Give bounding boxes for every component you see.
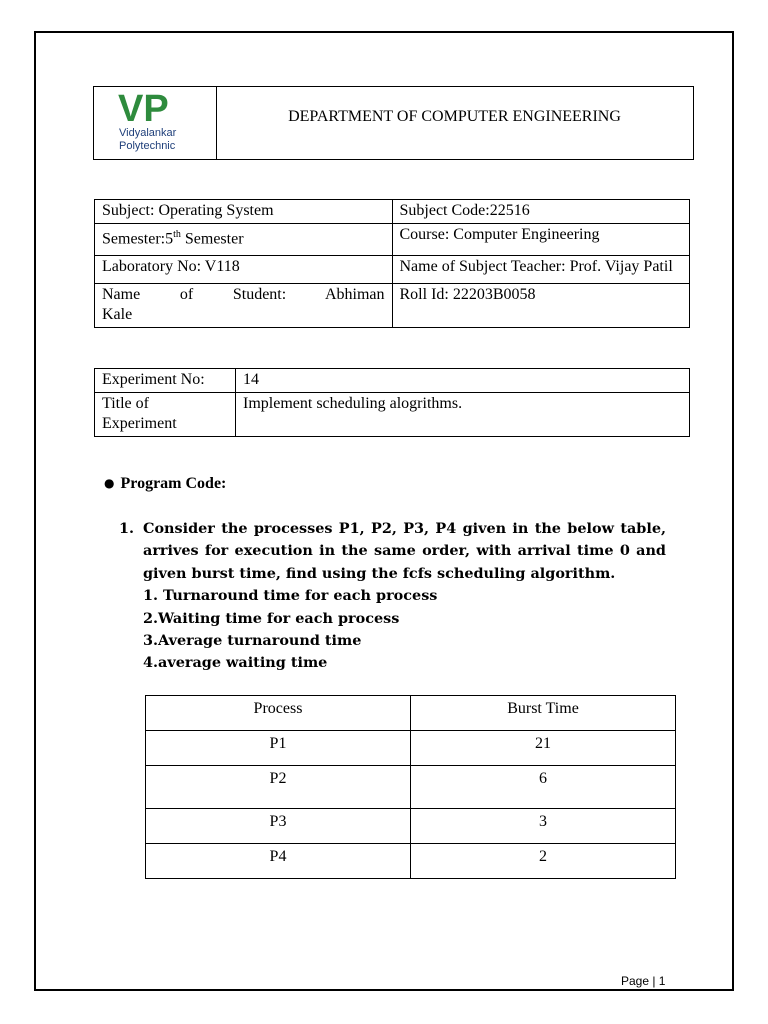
student-name-cell bbox=[95, 284, 393, 328]
experiment-no-value: 14 bbox=[236, 369, 690, 393]
department-title: DEPARTMENT OF COMPUTER ENGINEERING bbox=[288, 108, 621, 125]
roll-id-cell: Roll Id: 22203B0058 bbox=[392, 284, 690, 328]
experiment-title-label bbox=[95, 393, 236, 437]
question-item: 3.Average turnaround time bbox=[143, 632, 362, 650]
question-text: Consider the processes P1, P2, P3, P4 given in the below table, arrives for execution in the same order, with arrival time 0 and given burst time, find using the fcfs scheduling algorithm. bbox=[143, 520, 666, 582]
program-code-heading bbox=[104, 475, 226, 493]
process-cell: P4 bbox=[146, 844, 411, 879]
question-item: 2.Waiting time for each process bbox=[143, 609, 400, 627]
table-row bbox=[146, 844, 676, 879]
burst-time-cell: 21 bbox=[411, 731, 676, 766]
document-header bbox=[93, 86, 694, 160]
lab-no-cell: Laboratory No: V118 bbox=[95, 256, 393, 284]
process-cell: P3 bbox=[146, 809, 411, 844]
burst-time-cell: 3 bbox=[411, 809, 676, 844]
table-row bbox=[95, 200, 690, 224]
table-header-row bbox=[146, 696, 676, 731]
bullet-icon: ● bbox=[104, 476, 115, 490]
table-row bbox=[95, 284, 690, 328]
student-name-line-2: Kale bbox=[102, 306, 133, 323]
question-item: 4.average waiting time bbox=[143, 654, 328, 672]
semester-superscript: th bbox=[173, 229, 181, 240]
table-row bbox=[95, 224, 690, 256]
program-code-label: Program Code: bbox=[120, 475, 227, 492]
logo bbox=[94, 87, 217, 159]
table-row bbox=[146, 766, 676, 809]
question-block bbox=[119, 518, 666, 675]
semester-suffix: Semester bbox=[180, 230, 244, 248]
column-header-process: Process bbox=[146, 696, 411, 731]
experiment-title-label-line-1: Title of bbox=[102, 395, 149, 412]
burst-time-cell: 2 bbox=[411, 844, 676, 879]
table-row bbox=[146, 809, 676, 844]
subject-info-table bbox=[94, 199, 690, 328]
table-row bbox=[95, 256, 690, 284]
table-row bbox=[146, 731, 676, 766]
experiment-title-label-line-2: Experiment bbox=[102, 415, 177, 432]
semester-cell bbox=[95, 224, 393, 256]
experiment-table bbox=[94, 368, 690, 437]
table-row bbox=[95, 369, 690, 393]
logo-text bbox=[119, 127, 176, 153]
subject-code-cell: Subject Code:22516 bbox=[392, 200, 690, 224]
experiment-no-label: Experiment No: bbox=[95, 369, 236, 393]
table-row bbox=[95, 393, 690, 437]
burst-time-table bbox=[145, 695, 676, 879]
subject-cell: Subject: Operating System bbox=[95, 200, 393, 224]
student-name-line-1: Name of Student: Abhiman bbox=[102, 286, 385, 303]
logo-line-1: Vidyalankar bbox=[119, 127, 177, 139]
teacher-cell: Name of Subject Teacher: Prof. Vijay Patil bbox=[392, 256, 690, 284]
question-number: 1. bbox=[119, 520, 135, 537]
logo-line-2: Polytechnic bbox=[119, 140, 176, 152]
process-cell: P2 bbox=[146, 766, 411, 809]
question-item: 1. Turnaround time for each process bbox=[143, 587, 438, 605]
course-cell: Course: Computer Engineering bbox=[392, 224, 690, 256]
column-header-burst-time: Burst Time bbox=[411, 696, 676, 731]
process-cell: P1 bbox=[146, 731, 411, 766]
semester-prefix: Semester:5 bbox=[102, 230, 174, 248]
burst-time-cell: 6 bbox=[411, 766, 676, 809]
page-number: Page | 1 bbox=[621, 974, 666, 988]
experiment-title-value: Implement scheduling alogrithms. bbox=[236, 393, 690, 437]
logo-mark: VP bbox=[118, 88, 169, 130]
